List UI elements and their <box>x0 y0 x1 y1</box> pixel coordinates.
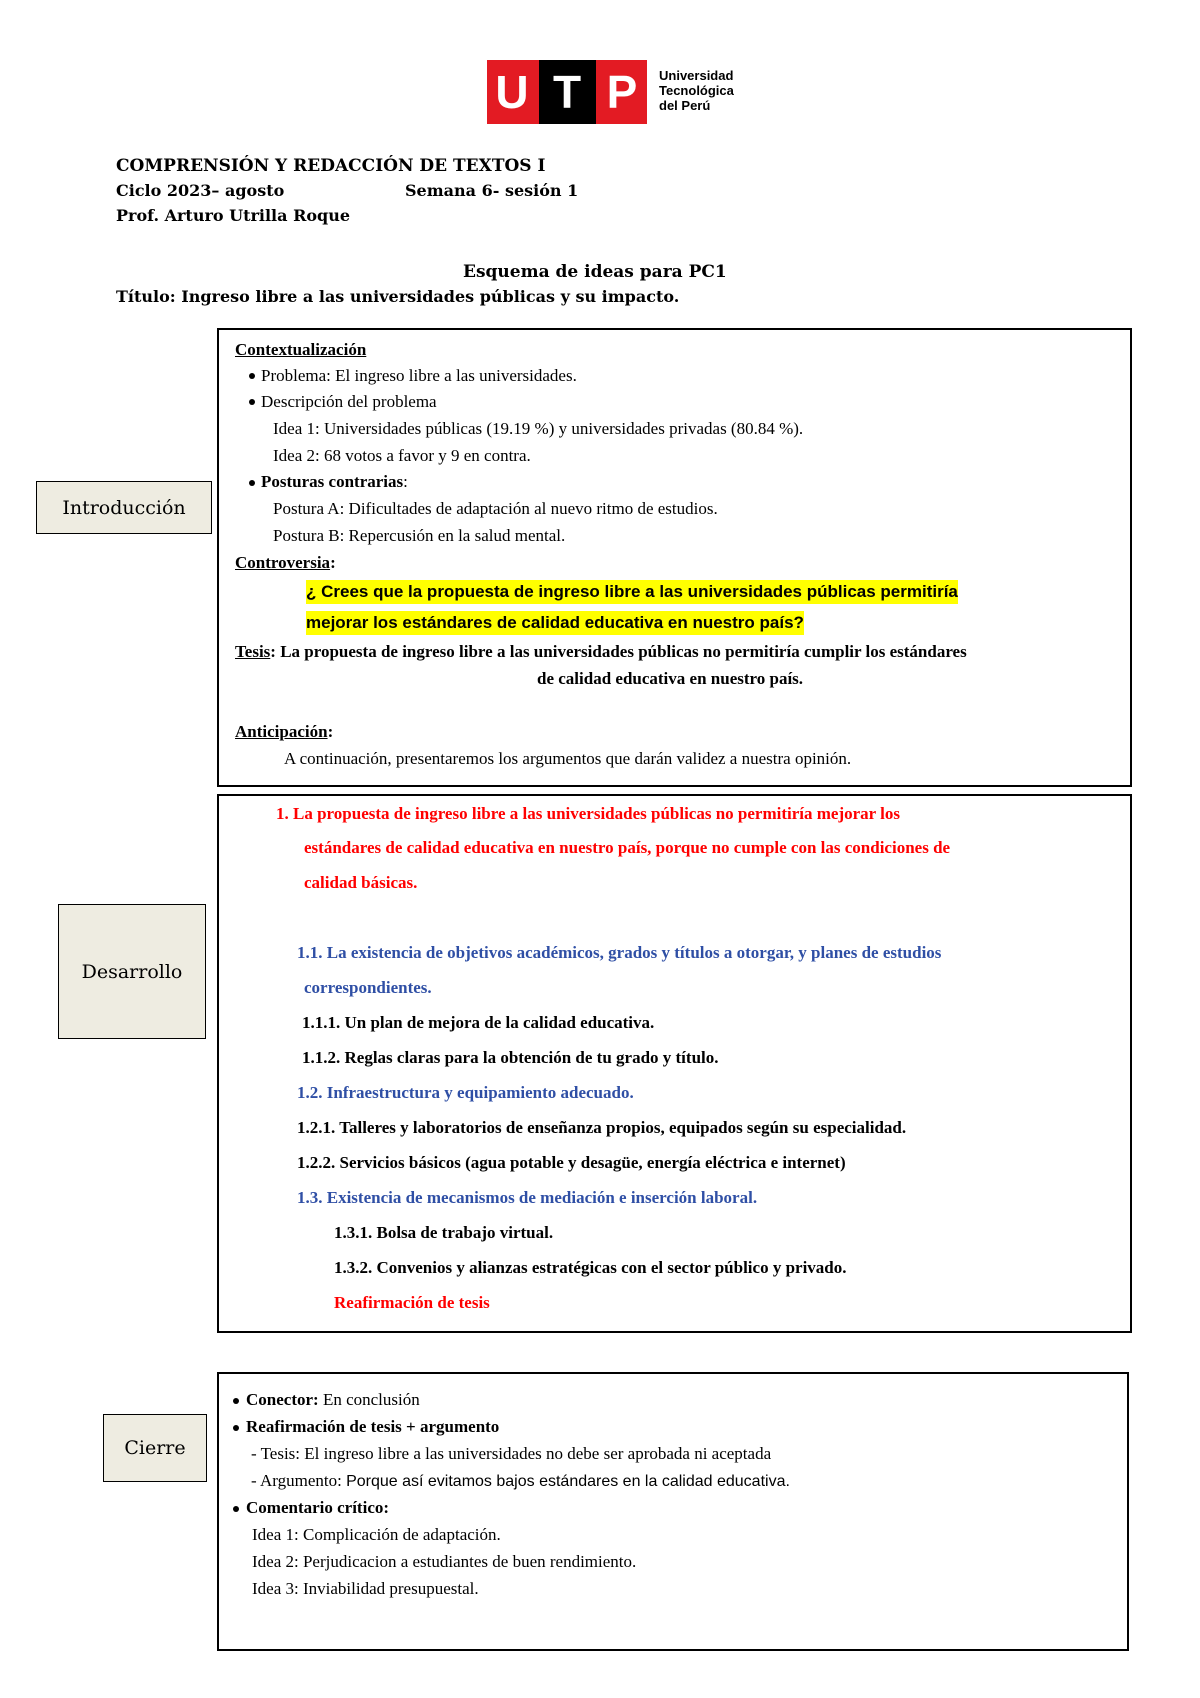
closing-idea-3: Idea 3: Inviabilidad presupuestal. <box>252 1579 479 1598</box>
description-text: Descripción del problema <box>261 392 437 411</box>
logo-separator <box>591 60 596 124</box>
posture-a-text: Postura A: Dificultades de adaptación al nuevo ritmo de estudios. <box>273 499 718 518</box>
idea-2-text: Idea 2: 68 votos a favor y 9 en contra. <box>273 446 531 465</box>
controversy-question-line1: ¿ Crees que la propuesta de ingreso libre a las universidades públicas permitiría <box>306 580 958 604</box>
bullet-icon <box>233 1398 239 1404</box>
course-title: COMPRENSIÓN Y REDACCIÓN DE TEXTOS I <box>116 156 546 176</box>
reaffirmation-heading: Reafirmación de tesis + argumento <box>246 1417 500 1436</box>
sub-1-2-1: 1.2.1. Talleres y laboratorios de enseñanza propios, equipados según su especialidad. <box>297 1118 907 1137</box>
logo-letter-p: P <box>606 66 638 118</box>
closing-label: Cierre <box>103 1414 207 1482</box>
closing-thesis: - Tesis: El ingreso libre a las universidades no debe ser aprobada ni aceptada <box>251 1444 772 1463</box>
utp-logo <box>487 60 737 124</box>
development-label: Desarrollo <box>58 904 206 1039</box>
thesis-line2: de calidad educativa en nuestro país. <box>537 669 804 688</box>
bullet-icon <box>233 1425 239 1431</box>
idea-1-text: Idea 1: Universidades públicas (19.19 %) y universidades privadas (80.84 %). <box>273 419 804 438</box>
closing-idea-1: Idea 1: Complicación de adaptación. <box>252 1525 501 1544</box>
cycle-label: Ciclo 2023– agosto <box>116 181 285 200</box>
posture-b-text: Postura B: Repercusión en la salud mental. <box>273 526 566 545</box>
intro-label: Introducción <box>36 481 212 534</box>
closing-argument: - Argumento: Porque así evitamos bajos estándares en la calidad educativa. <box>251 1471 790 1490</box>
closing-idea-2: Idea 2: Perjudicacion a estudiantes de buen rendimiento. <box>252 1552 637 1571</box>
logo-letter-t: T <box>543 60 591 124</box>
thesis-line1: Tesis: La propuesta de ingreso libre a las universidades públicas no permitiría cumplir los estándares <box>235 642 967 661</box>
document-subtitle: Título: Ingreso libre a las universidades públicas y su impacto. <box>116 287 680 306</box>
sub-1-1-line2: correspondientes. <box>304 978 432 997</box>
problem-text: Problema: El ingreso libre a las universidades. <box>261 366 577 385</box>
controversy-question-line2: mejorar los estándares de calidad educativa en nuestro país? <box>306 611 804 635</box>
sub-1-3: 1.3. Existencia de mecanismos de mediación e inserción laboral. <box>297 1188 758 1207</box>
connector-line: Conector: En conclusión <box>246 1390 420 1409</box>
argument-1-line1: 1. La propuesta de ingreso libre a las universidades públicas no permitiría mejorar los <box>276 804 900 823</box>
controversia-heading: Controversia: <box>235 553 336 572</box>
sub-1-1-1: 1.1.1. Un plan de mejora de la calidad educativa. <box>302 1013 655 1032</box>
anticipation-text: A continuación, presentaremos los argumentos que darán validez a nuestra opinión. <box>284 749 852 768</box>
postures-heading: Posturas contrarias: <box>261 472 408 491</box>
thesis-reaffirmation: Reafirmación de tesis <box>334 1293 490 1312</box>
logo-wordmark: Universidad Tecnológica del Perú <box>659 68 734 113</box>
sub-1-1-2: 1.1.2. Reglas claras para la obtención de tu grado y título. <box>302 1048 719 1067</box>
professor-name: Prof. Arturo Utrilla Roque <box>116 206 351 225</box>
sub-1-2: 1.2. Infraestructura y equipamiento adecuado. <box>297 1083 634 1102</box>
sub-1-3-1: 1.3.1. Bolsa de trabajo virtual. <box>334 1223 554 1242</box>
week-label: Semana 6- sesión 1 <box>405 181 579 200</box>
bullet-icon <box>249 480 255 486</box>
document-title: Esquema de ideas para PC1 <box>463 262 727 282</box>
bullet-icon <box>233 1506 239 1512</box>
bullet-icon <box>249 399 255 405</box>
critical-comment-heading: Comentario crítico: <box>246 1498 390 1517</box>
contextualizacion-heading: Contextualización <box>235 340 367 359</box>
sub-1-2-2: 1.2.2. Servicios básicos (agua potable y desagüe, energía eléctrica e internet) <box>297 1153 846 1172</box>
logo-letter-u: U <box>495 66 529 118</box>
argument-1-line3: calidad básicas. <box>304 873 418 892</box>
anticipacion-heading: Anticipación: <box>235 722 334 741</box>
sub-1-1-line1: 1.1. La existencia de objetivos académicos, grados y títulos a otorgar, y planes de estudios <box>297 943 942 962</box>
sub-1-3-2: 1.3.2. Convenios y alianzas estratégicas con el sector público y privado. <box>334 1258 847 1277</box>
bullet-icon <box>249 373 255 379</box>
argument-1-line2: estándares de calidad educativa en nuestro país, porque no cumple con las condiciones de <box>304 838 951 857</box>
